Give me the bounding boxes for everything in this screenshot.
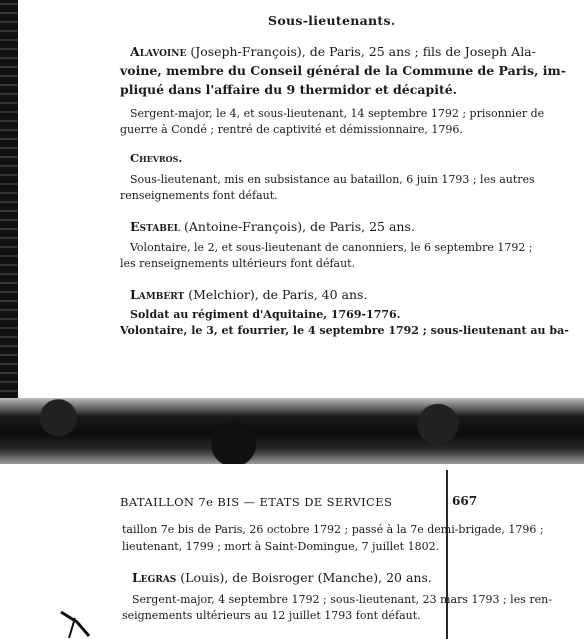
entry-note-line: les renseignements ultérieurs font défaut. bbox=[120, 257, 356, 270]
entry-heading bbox=[132, 569, 432, 586]
running-header: BATAILLON 7e BIS — ETATS DE SERVICES bbox=[120, 495, 393, 509]
section-title: Sous-lieutenants. bbox=[268, 13, 396, 28]
entry-name: Alavoine bbox=[130, 44, 187, 59]
continuation-line: lieutenant, 1799 ; mort à Saint-Domingue, 7 juillet 1802. bbox=[122, 540, 440, 553]
entry-name: Estabel bbox=[130, 219, 181, 234]
entry-name: Chevros. bbox=[130, 151, 183, 165]
entry-text-line: voine, membre du Conseil général de la Commune de Paris, im- bbox=[120, 63, 566, 78]
entry-note-line: Sous-lieutenant, mis en subsistance au bataillon, 6 juin 1793 ; les autres bbox=[130, 173, 535, 186]
entry-heading bbox=[130, 43, 536, 60]
ink-stroke-mark bbox=[55, 608, 95, 639]
entry-name: Lambert bbox=[130, 287, 185, 302]
entry-text-line: Soldat au régiment d'Aquitaine, 1769-1776. bbox=[130, 308, 401, 321]
entry-origin: , de Paris, 25 ans. bbox=[302, 219, 415, 234]
continuation-line: taillon 7e bis de Paris, 26 octobre 1792 ; passé à la 7e demi-brigade, 1796 ; bbox=[122, 523, 544, 536]
entry-note-line: Sergent-major, 4 septembre 1792 ; sous-lieutenant, 23 mars 1793 ; les ren- bbox=[132, 593, 552, 606]
binding-shadow bbox=[0, 0, 18, 420]
entry-given-names: (Antoine-François) bbox=[184, 219, 303, 234]
entry-text-line: pliqué dans l'affaire du 9 thermidor et décapité. bbox=[120, 82, 458, 97]
entry-origin: , de Paris, 25 ans ; fils de Joseph Ala- bbox=[301, 44, 536, 59]
page-fold-line bbox=[446, 470, 448, 639]
entry-given-names: (Joseph-François) bbox=[190, 44, 302, 59]
entry-note-line: guerre à Condé ; rentré de captivité et démissionnaire, 1796. bbox=[120, 123, 463, 136]
entry-heading bbox=[130, 218, 415, 235]
scan-gap-band bbox=[0, 398, 584, 464]
entry-origin: , de Boisroger (Manche), 20 ans. bbox=[224, 570, 432, 585]
page-number: 667 bbox=[452, 494, 478, 508]
entry-note-line: renseignements font défaut. bbox=[120, 189, 278, 202]
entry-note-line: Volontaire, le 3, et fourrier, le 4 septembre 1792 ; sous-lieutenant au ba- bbox=[120, 324, 569, 337]
entry-name: Legras bbox=[132, 570, 177, 585]
entry-note-line: Volontaire, le 2, et sous-lieutenant de canonniers, le 6 septembre 1792 ; bbox=[130, 241, 533, 254]
entry-given-names: (Louis) bbox=[180, 570, 225, 585]
entry-note-line: seignements ultérieurs au 12 juillet 1793 font défaut. bbox=[122, 609, 421, 622]
entry-note-line: Sergent-major, le 4, et sous-lieutenant, 14 septembre 1792 ; prisonnier de bbox=[130, 107, 545, 120]
entry-origin: , de Paris, 40 ans. bbox=[254, 287, 368, 302]
entry-given-names: (Melchior) bbox=[188, 287, 255, 302]
entry-heading bbox=[130, 286, 367, 303]
